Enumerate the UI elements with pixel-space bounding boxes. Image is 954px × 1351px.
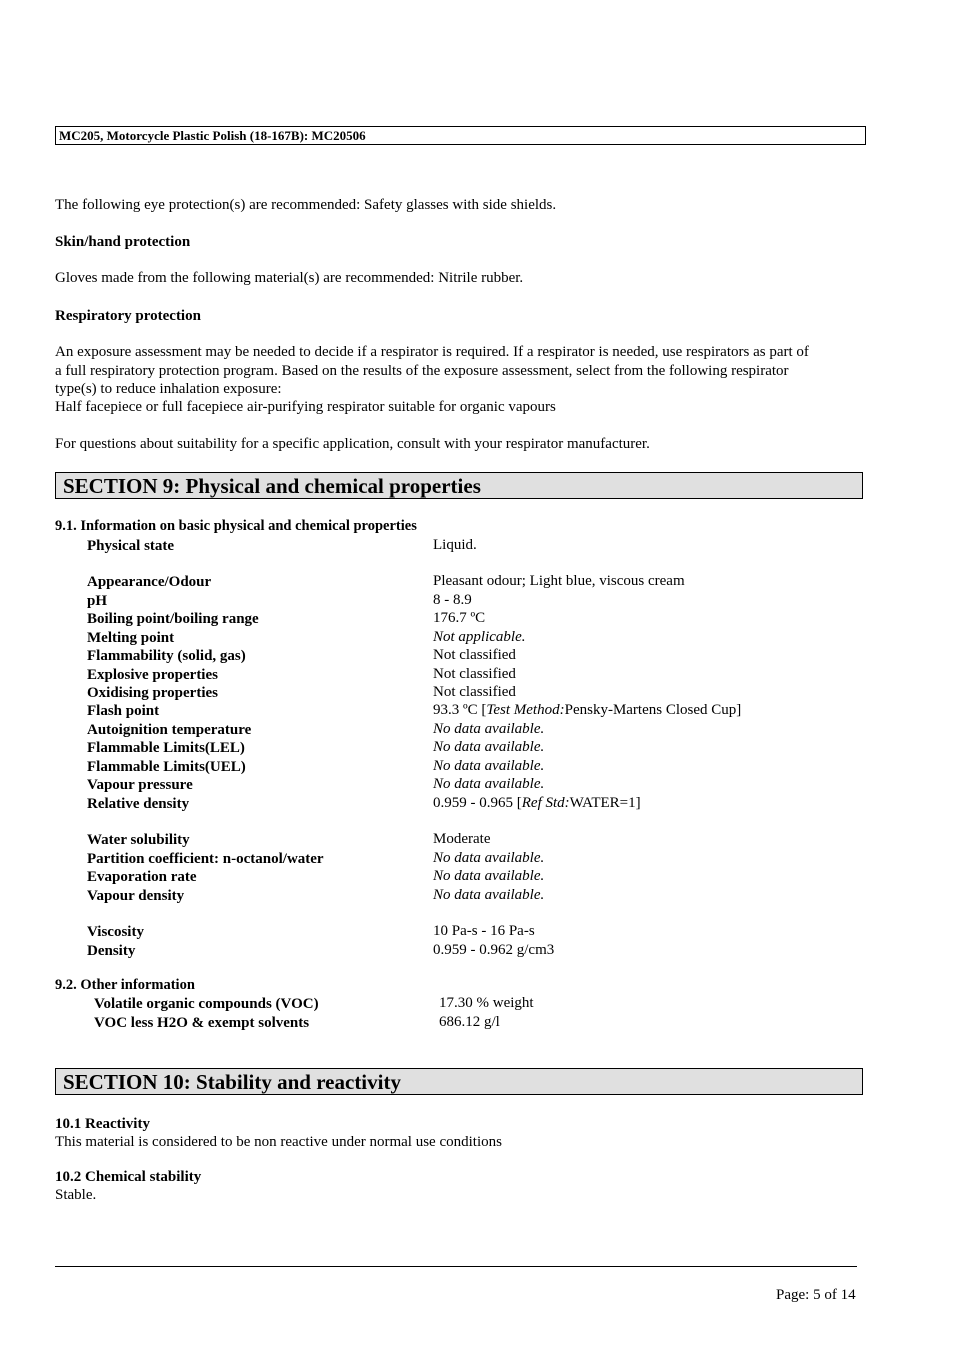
section-9-header bbox=[55, 472, 863, 499]
skin-protection-text: Gloves made from the following material(s) are recommended: Nitrile rubber. bbox=[55, 270, 524, 286]
other-info-value: 686.12 g/l bbox=[439, 1014, 500, 1030]
property-label: Boiling point/boiling range bbox=[87, 611, 259, 627]
property-label: Density bbox=[87, 943, 136, 959]
respiratory-text-line: Half facepiece or full facepiece air-purifying respirator suitable for organic vapours bbox=[55, 399, 556, 415]
respiratory-protection-heading: Respiratory protection bbox=[55, 308, 201, 324]
property-value: Pleasant odour; Light blue, viscous cream bbox=[433, 573, 685, 589]
property-label: Melting point bbox=[87, 630, 175, 646]
other-info-label: Volatile organic compounds (VOC) bbox=[94, 996, 319, 1012]
property-value: Not applicable. bbox=[433, 629, 526, 645]
property-label: Flammability (solid, gas) bbox=[87, 648, 246, 664]
property-value: Moderate bbox=[433, 831, 491, 847]
property-value: No data available. bbox=[433, 868, 545, 884]
property-label: Oxidising properties bbox=[87, 685, 218, 701]
property-value: No data available. bbox=[433, 850, 545, 866]
property-label: Water solubility bbox=[87, 832, 190, 848]
property-label: Flammable Limits(UEL) bbox=[87, 759, 246, 775]
property-value bbox=[433, 794, 641, 813]
property-value-part: 93.3 ºC [ bbox=[433, 702, 487, 718]
respiratory-text-line: a full respiratory protection program. Based on the results of the exposure assessment, select from the following respirator bbox=[55, 363, 789, 379]
property-value: Liquid. bbox=[433, 537, 477, 553]
page-number: Page: 5 of 14 bbox=[776, 1287, 856, 1303]
product-title: MC205, Motorcycle Plastic Polish (18-167B): MC20506 bbox=[59, 128, 366, 143]
property-label: Physical state bbox=[87, 538, 175, 554]
property-label: pH bbox=[87, 593, 108, 609]
property-label: Flash point bbox=[87, 703, 160, 719]
property-value: 8 - 8.9 bbox=[433, 592, 472, 608]
subsection-9-2-heading: 9.2. Other information bbox=[55, 977, 195, 993]
chemical-stability-text: Stable. bbox=[55, 1187, 97, 1203]
eye-protection-text: The following eye protection(s) are recommended: Safety glasses with side shields. bbox=[55, 197, 557, 213]
reactivity-heading: 10.1 Reactivity bbox=[55, 1116, 150, 1132]
property-value-part: WATER=1] bbox=[569, 795, 641, 811]
property-value-part: Pensky-Martens Closed Cup] bbox=[564, 702, 742, 718]
property-value: Not classified bbox=[433, 684, 516, 700]
property-value: No data available. bbox=[433, 758, 545, 774]
property-value-method: Test Method: bbox=[486, 702, 565, 718]
property-value bbox=[433, 701, 741, 720]
property-value: No data available. bbox=[433, 739, 545, 755]
property-label: Partition coefficient: n-octanol/water bbox=[87, 851, 324, 867]
property-label: Vapour density bbox=[87, 888, 185, 904]
chemical-stability-heading: 10.2 Chemical stability bbox=[55, 1169, 202, 1185]
property-label: Vapour pressure bbox=[87, 777, 193, 793]
section-10-title: SECTION 10: Stability and reactivity bbox=[63, 1070, 401, 1094]
property-value: No data available. bbox=[433, 776, 545, 792]
property-value: 176.7 ºC bbox=[433, 610, 486, 626]
subsection-9-1-heading: 9.1. Information on basic physical and chemical properties bbox=[55, 518, 417, 534]
property-value: 10 Pa-s - 16 Pa-s bbox=[433, 923, 535, 939]
property-value: Not classified bbox=[433, 666, 516, 682]
property-label: Autoignition temperature bbox=[87, 722, 252, 738]
property-label: Explosive properties bbox=[87, 667, 218, 683]
skin-protection-heading: Skin/hand protection bbox=[55, 234, 191, 250]
property-value-method: Ref Std: bbox=[521, 795, 570, 811]
other-info-value: 17.30 % weight bbox=[439, 995, 534, 1011]
other-info-label: VOC less H2O & exempt solvents bbox=[94, 1015, 310, 1031]
property-label: Appearance/Odour bbox=[87, 574, 212, 590]
property-label: Evaporation rate bbox=[87, 869, 197, 885]
property-label: Relative density bbox=[87, 796, 190, 812]
property-value: 0.959 - 0.962 g/cm3 bbox=[433, 942, 555, 958]
respiratory-text-line: type(s) to reduce inhalation exposure: bbox=[55, 381, 282, 397]
reactivity-text: This material is considered to be non reactive under normal use conditions bbox=[55, 1134, 502, 1150]
section-10-header bbox=[55, 1068, 863, 1095]
document-header bbox=[55, 126, 866, 145]
property-label: Viscosity bbox=[87, 924, 144, 940]
respirator-questions-text: For questions about suitability for a specific application, consult with your respirator manufacturer. bbox=[55, 436, 650, 452]
property-value-part: 0.959 - 0.965 [ bbox=[433, 795, 522, 811]
property-value: Not classified bbox=[433, 647, 516, 663]
section-9-title: SECTION 9: Physical and chemical properties bbox=[63, 474, 481, 498]
property-value: No data available. bbox=[433, 887, 545, 903]
property-label: Flammable Limits(LEL) bbox=[87, 740, 245, 756]
property-value: No data available. bbox=[433, 721, 545, 737]
footer-divider bbox=[55, 1266, 857, 1267]
respiratory-text-line: An exposure assessment may be needed to decide if a respirator is required. If a respirator is needed, use respirators as part of bbox=[55, 344, 809, 360]
